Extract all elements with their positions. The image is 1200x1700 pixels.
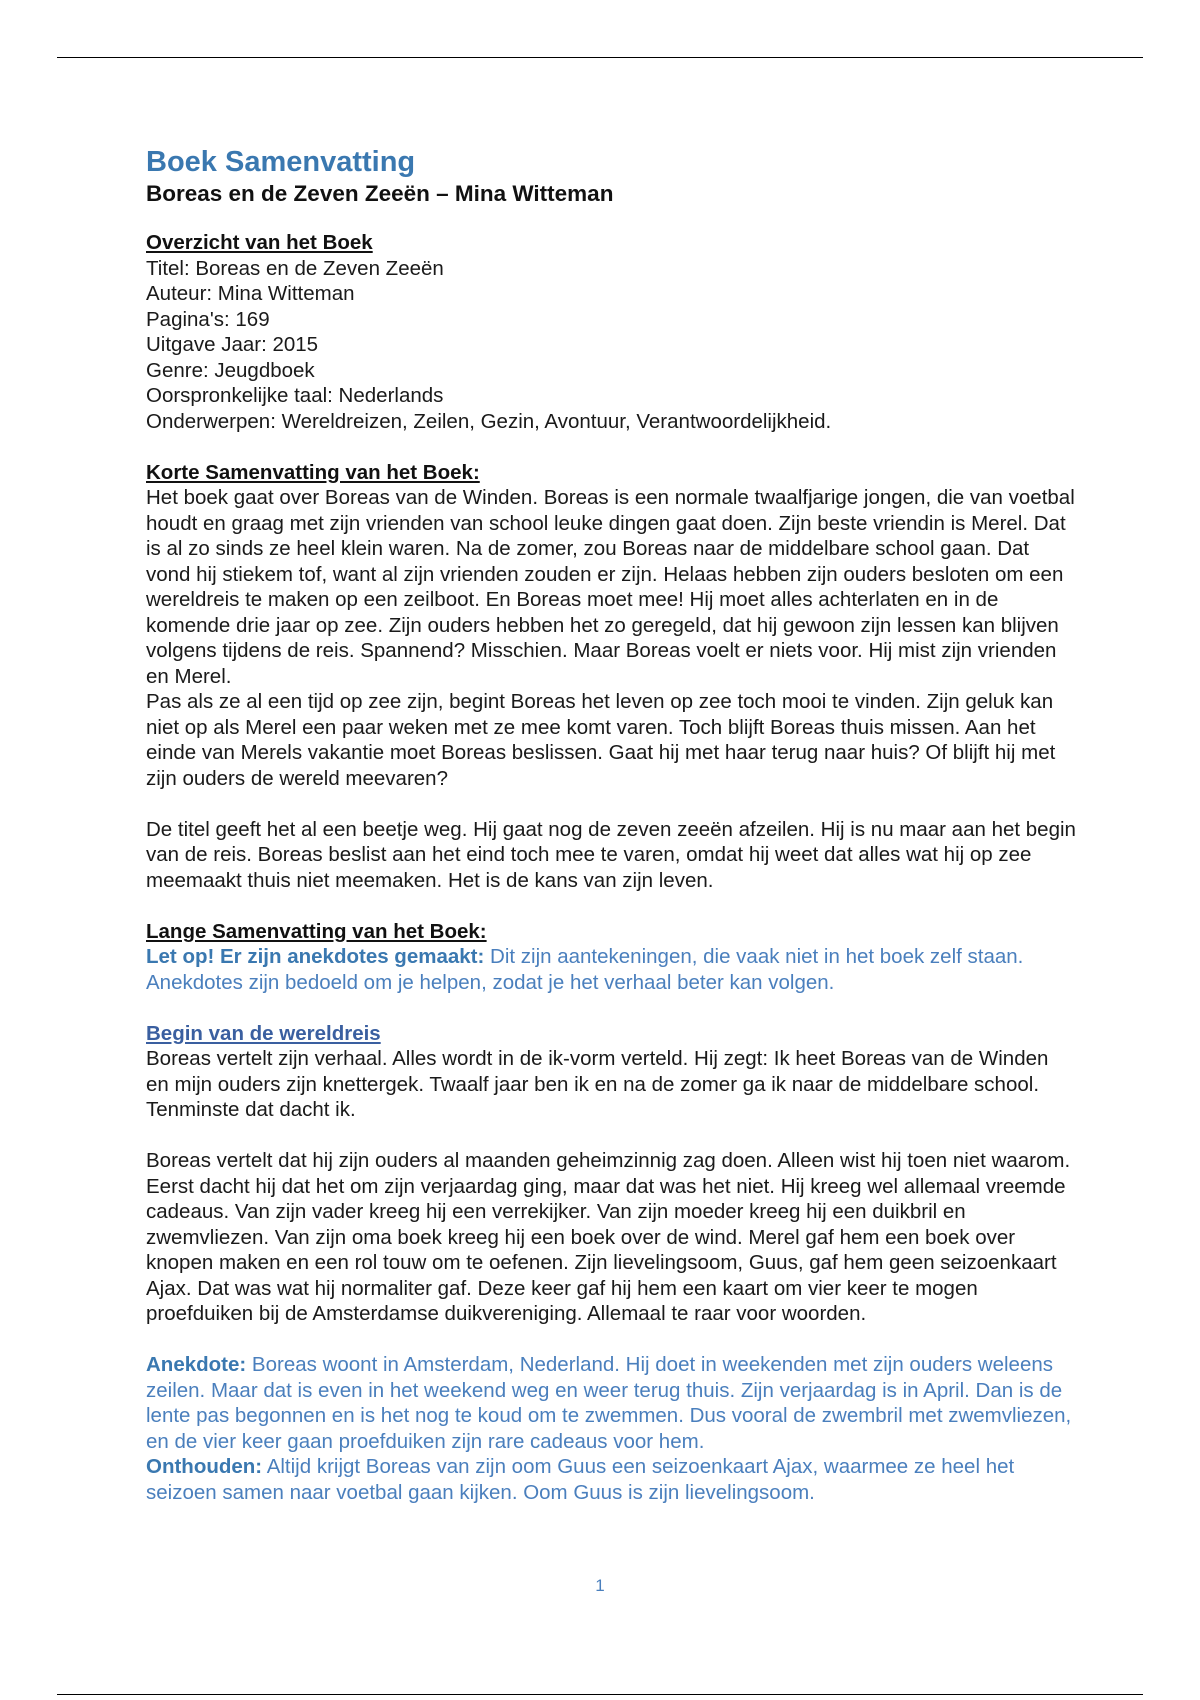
anecdote-note-text: Dit zijn aantekeningen, die vaak niet in het boek zelf staan. Anekdotes zijn bedoeld om je helpen, zodat je het verhaal beter kan volgen. <box>146 945 1024 994</box>
document-subtitle: Boreas en de Zeven Zeeën – Mina Witteman <box>146 181 614 206</box>
long-summary-heading: Lange Samenvatting van het Boek: <box>146 919 487 943</box>
anecdote-text: Boreas woont in Amsterdam, Nederland. Hij doet in weekenden met zijn ouders weleens zeilen. Maar dat is even in het weekend weg en weer terug thuis. Zijn verjaardag is in April. Dan is de lente pas begonnen en is het nog te koud om te zwemmen. Dus vooral de zwembril met zwemvliezen, en de vier keer gaan proefduiken zijn rare cadeaus voor hem. <box>146 1353 1072 1453</box>
spacer <box>146 434 1076 460</box>
anecdote-label: Anekdote: <box>146 1353 247 1376</box>
chapter-paragraph: Boreas vertelt zijn verhaal. Alles wordt in de ik-vorm verteld. Hij zegt: Ik heet Boreas van de Winden en mijn ouders zijn knettergek. Twaalf jaar ben ik en na de zomer ga ik naar de middelbare school. Tenminste dat dacht ik. <box>146 1047 1049 1121</box>
chapter-heading: Begin van de wereldreis <box>146 1021 381 1045</box>
anecdote-note-label: Let op! Er zijn anekdotes gemaakt: <box>146 945 485 968</box>
overview-line: Genre: Jeugdboek <box>146 358 315 382</box>
overview-line: Titel: Boreas en de Zeven Zeeën <box>146 256 444 280</box>
page-number: 1 <box>595 1576 605 1595</box>
short-summary-paragraph: De titel geeft het al een beetje weg. Hij gaat nog de zeven zeeën afzeilen. Hij is nu maar aan het begin van de reis. Boreas beslist aan het eind toch mee te varen, omdat hij weet dat alles wat hij op zee meemaakt thuis niet meemaken. Het is de kans van zijn leven. <box>146 817 1076 892</box>
header-rule <box>57 57 1143 58</box>
chapter-paragraph: Boreas vertelt dat hij zijn ouders al maanden geheimzinnig zag doen. Alleen wist hij toen niet waarom. Eerst dacht hij dat het om zijn verjaardag ging, maar dat was het niet. Hij kreeg wel allemaal vreemde cadeaus. Van zijn vader kreeg hij een verrekijker. Van zijn moeder kreeg hij een duikbril en zwemvliezen. Van zijn oma boek kreeg hij een boek over de wind. Merel gaf hem een boek over knopen maken en een rol touw om te oefenen. Zijn lievelingsoom, Guus, gaf hem geen seizoenkaart Ajax. Dat was wat hij normaliter gaf. Deze keer gaf hij hem een kaart om vier keer te mogen proefduiken bij de Amsterdamse duikvereniging. Allemaal te raar voor woorden. <box>146 1149 1071 1325</box>
anecdote-block <box>146 1352 1076 1454</box>
spacer <box>146 1123 1076 1149</box>
short-summary-paragraph: Het boek gaat over Boreas van de Winden. Boreas is een normale twaalfjarige jongen, die van voetbal houdt en graag met zijn vrienden van school leuke dingen gaat doen. Zijn beste vriendin is Merel. Dat is al zo sinds ze heel klein waren. Na de zomer, zou Boreas naar de middelbare school gaan. Dat vond hij stiekem tof, want al zijn vrienden zouden er zijn. Helaas hebben zijn ouders besloten om een wereldreis te maken op een zeilboot. En Boreas moet mee! Hij moet alles achterlaten en in de komende drie jaar op zee. Zijn ouders hebben het zo geregeld, dat hij gewoon zijn lessen kan blijven volgens tijdens de reis. Spannend? Misschien. Maar Boreas voelt er niets voor. Hij mist zijn vrienden en Merel. <box>146 486 1075 688</box>
remember-text: Altijd krijgt Boreas van zijn oom Guus een seizoenkaart Ajax, waarmee ze heel het seizoen samen naar voetbal gaan kijken. Oom Guus is zijn lievelingsoom. <box>146 1455 1015 1504</box>
overview-line: Oorspronkelijke taal: Nederlands <box>146 384 444 407</box>
short-summary-paragraph: Pas als ze al een tijd op zee zijn, begint Boreas het leven op zee toch mooi te vinden. Zijn geluk kan niet op als Merel een paar weken met ze mee komt varen. Toch blijft Boreas thuis missen. Aan het einde van Merels vakantie moet Boreas beslissen. Gaat hij met haar terug naar huis? Of blijft hij met zijn ouders de wereld meevaren? <box>146 690 1056 790</box>
spacer <box>146 791 1076 817</box>
remember-label: Onthouden: <box>146 1455 263 1478</box>
document-body <box>146 144 1076 1505</box>
spacer <box>146 995 1076 1021</box>
overview-line: Onderwerpen: Wereldreizen, Zeilen, Gezin, Avontuur, Verantwoordelijkheid. <box>146 409 832 433</box>
overview-line: Uitgave Jaar: 2015 <box>146 333 319 356</box>
document-title: Boek Samenvatting <box>146 146 416 178</box>
anecdote-note <box>146 944 1076 995</box>
remember-block <box>146 1454 1076 1505</box>
footer-rule <box>57 1694 1143 1695</box>
overview-heading: Overzicht van het Boek <box>146 231 373 254</box>
spacer <box>146 893 1076 919</box>
overview-line: Auteur: Mina Witteman <box>146 282 355 305</box>
overview-line: Pagina's: 169 <box>146 307 270 331</box>
spacer <box>146 1327 1076 1353</box>
short-summary-heading: Korte Samenvatting van het Boek: <box>146 460 480 484</box>
